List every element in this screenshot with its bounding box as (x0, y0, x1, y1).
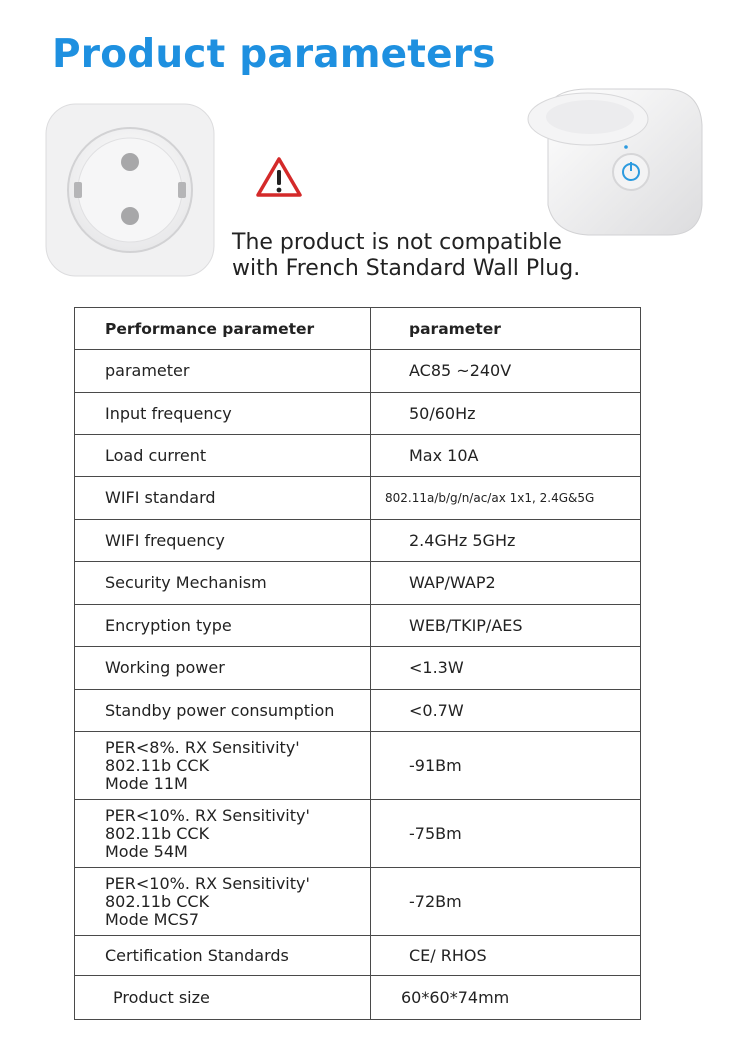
table-row (75, 477, 641, 520)
table-row (75, 868, 641, 936)
param-label: Security Mechanism (75, 562, 371, 605)
param-label: Certification Standards (75, 936, 371, 976)
table-row (75, 800, 641, 868)
param-label: parameter (75, 350, 371, 393)
param-label: Input frequency (75, 393, 371, 435)
table-row (75, 647, 641, 690)
table-row (75, 605, 641, 647)
param-label: WIFI frequency (75, 520, 371, 562)
eu-socket-image (44, 102, 216, 278)
param-label: Working power (75, 647, 371, 690)
param-label: Load current (75, 435, 371, 477)
spec-table (74, 307, 641, 1020)
param-value: 50/60Hz (371, 393, 641, 435)
param-value: -72Bm (371, 868, 641, 936)
param-label: Encryption type (75, 605, 371, 647)
compatibility-notice: The product is not compatible with French Standard Wall Plug. (232, 230, 581, 281)
param-value: Max 10A (371, 435, 641, 477)
param-value: <1.3W (371, 647, 641, 690)
param-label: WIFI standard (75, 477, 371, 520)
table-row (75, 690, 641, 732)
param-value: AC85 ~240V (371, 350, 641, 393)
table-row (75, 732, 641, 800)
table-row (75, 562, 641, 605)
table-row (75, 350, 641, 393)
param-value: -75Bm (371, 800, 641, 868)
param-label: PER<10%. RX Sensitivity' 802.11b CCK Mode MCS7 (75, 868, 371, 936)
column-header: Performance parameter (75, 308, 371, 350)
table-row (75, 435, 641, 477)
param-value: 60*60*74mm (371, 976, 641, 1020)
param-value: WEB/TKIP/AES (371, 605, 641, 647)
table-row (75, 976, 641, 1020)
param-label: Standby power consumption (75, 690, 371, 732)
table-header-row (75, 308, 641, 350)
table-row (75, 936, 641, 976)
param-value: 802.11a/b/g/n/ac/ax 1x1, 2.4G&5G (371, 477, 641, 520)
param-label: Product size (75, 976, 371, 1020)
table-row (75, 520, 641, 562)
param-value: <0.7W (371, 690, 641, 732)
table-row (75, 393, 641, 435)
page-title: Product parameters (52, 32, 496, 77)
param-value: WAP/WAP2 (371, 562, 641, 605)
param-value: 2.4GHz 5GHz (371, 520, 641, 562)
warning-triangle-icon (255, 156, 303, 198)
param-label: PER<8%. RX Sensitivity' 802.11b CCK Mode 11M (75, 732, 371, 800)
param-label: PER<10%. RX Sensitivity' 802.11b CCK Mode 54M (75, 800, 371, 868)
column-header: parameter (371, 308, 641, 350)
param-value: CE/ RHOS (371, 936, 641, 976)
param-value: -91Bm (371, 732, 641, 800)
